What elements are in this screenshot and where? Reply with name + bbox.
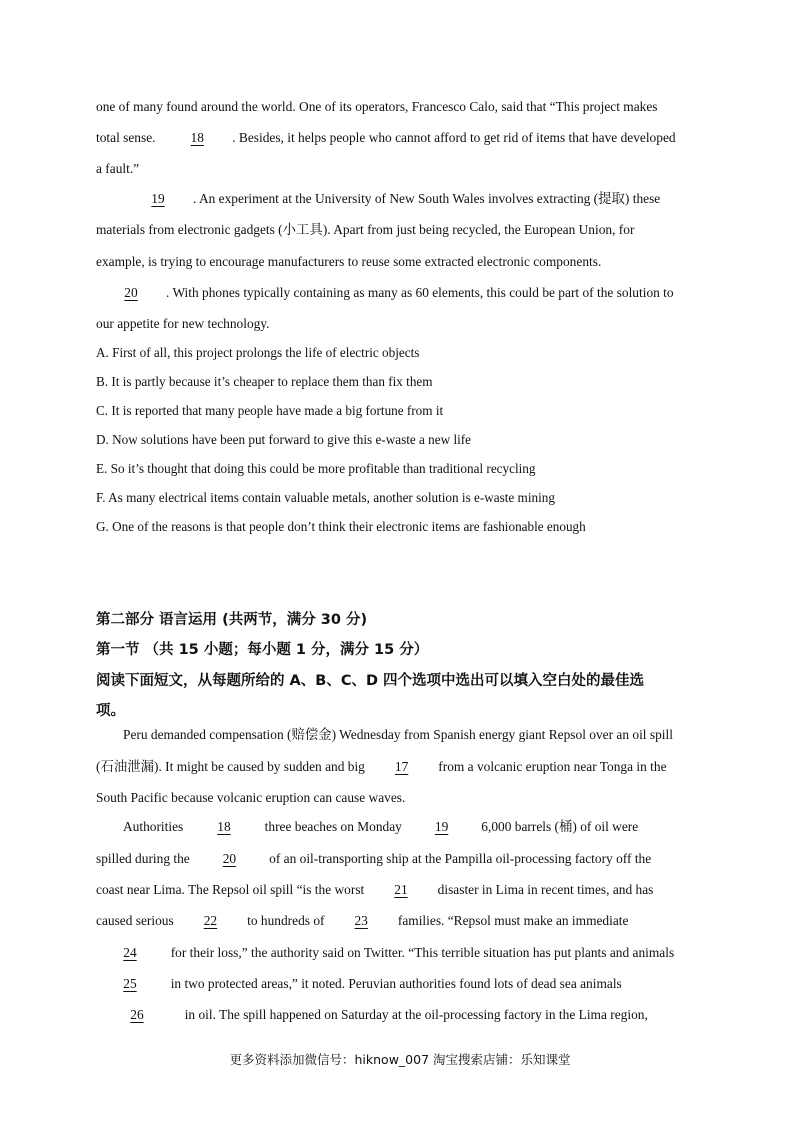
section-instruction: 项。: [96, 703, 125, 719]
passage1-line: example, is trying to encourage manufacturers to reuse some extracted electronic components.: [96, 254, 602, 269]
text: spilled during the: [96, 851, 190, 866]
text: (石油泄漏). It might be caused by sudden and big: [96, 759, 365, 774]
passage2-line: [96, 1007, 706, 1023]
passage2-line: [96, 851, 706, 867]
text: three beaches on Monday: [264, 819, 402, 834]
passage2-line: [123, 819, 733, 835]
passage1-line: materials from electronic gadgets (小工具). Apart from just being recycled, the European Union, for: [96, 222, 635, 237]
option-f: F. As many electrical items contain valuable metals, another solution is e-waste mining: [96, 490, 555, 505]
blank-23: 23: [354, 913, 368, 928]
blank-20: 20: [222, 851, 237, 866]
passage2-line: Peru demanded compensation (赔偿金) Wednesday from Spanish energy giant Repsol over an oil spill: [123, 727, 673, 742]
option-g: G. One of the reasons is that people don’t think their electronic items are fashionable enough: [96, 519, 586, 534]
text: to hundreds of: [247, 913, 325, 928]
passage1-line: [96, 130, 706, 146]
text: . Besides, it helps people who cannot afford to get rid of items that have developed: [232, 130, 676, 145]
passage2-line: [96, 882, 706, 898]
passage1-line: [123, 191, 733, 207]
blank-19: 19: [151, 191, 165, 206]
section-sub-heading: 第一节 （共 15 小题；每小题 1 分，满分 15 分）: [96, 642, 429, 658]
blank-25: 25: [123, 976, 137, 991]
passage2-line: [96, 913, 706, 929]
section-instruction: 阅读下面短文，从每题所给的 A、B、C、D 四个选项中选出可以填入空白处的最佳选: [96, 673, 645, 689]
blank-19: 19: [434, 819, 449, 834]
passage2-line: [96, 976, 706, 992]
text: disaster in Lima in recent times, and has: [437, 882, 654, 897]
blank-18: 18: [190, 130, 204, 145]
text: coast near Lima. The Repsol oil spill “is the worst: [96, 882, 365, 897]
footer-note: 更多资料添加微信号：hiknow_007 淘宝搜索店铺：乐知课堂: [229, 1052, 571, 1067]
passage1-line: [96, 285, 706, 301]
blank-21: 21: [394, 882, 408, 897]
passage2-line: [96, 759, 706, 775]
option-b: B. It is partly because it’s cheaper to replace them than fix them: [96, 374, 433, 389]
blank-22: 22: [203, 913, 218, 928]
text: 6,000 barrels (桶) of oil were: [481, 819, 639, 834]
text: for their loss,” the authority said on Twitter. “This terrible situation has put plants and animals: [170, 945, 675, 960]
text: of an oil-transporting ship at the Pampilla oil-processing factory off the: [269, 851, 652, 866]
blank-24: 24: [123, 945, 137, 960]
text: caused serious: [96, 913, 174, 928]
text: in two protected areas,” it noted. Peruvian authorities found lots of dead sea animals: [170, 976, 622, 991]
text: Authorities: [123, 819, 184, 834]
text: in oil. The spill happened on Saturday at the oil-processing factory in the Lima region,: [184, 1007, 648, 1022]
text: families. “Repsol must make an immediate: [397, 913, 629, 928]
blank-18: 18: [217, 819, 231, 834]
passage1-line: one of many found around the world. One of its operators, Francesco Calo, said that “This project makes: [96, 99, 658, 114]
option-c: C. It is reported that many people have made a big fortune from it: [96, 403, 444, 418]
blank-26: 26: [130, 1007, 144, 1022]
option-a: A. First of all, this project prolongs the life of electric objects: [96, 345, 420, 360]
text: . With phones typically containing as many as 60 elements, this could be part of the solution to: [166, 285, 674, 300]
passage1-line: a fault.”: [96, 161, 140, 176]
blank-17: 17: [394, 759, 409, 774]
passage2-line: [96, 945, 706, 961]
option-e: E. So it’s thought that doing this could be more profitable than traditional recycling: [96, 461, 536, 476]
text: . An experiment at the University of New South Wales involves extracting (提取) these: [193, 191, 661, 206]
option-d: D. Now solutions have been put forward to give this e-waste a new life: [96, 432, 472, 447]
passage1-line: our appetite for new technology.: [96, 316, 270, 331]
text: total sense.: [96, 130, 156, 145]
section-part-heading: 第二部分 语言运用 (共两节，满分 30 分): [96, 612, 368, 628]
blank-20: 20: [124, 285, 138, 300]
passage2-line: South Pacific because volcanic eruption can cause waves.: [96, 790, 406, 805]
text: from a volcanic eruption near Tonga in the: [438, 759, 667, 774]
